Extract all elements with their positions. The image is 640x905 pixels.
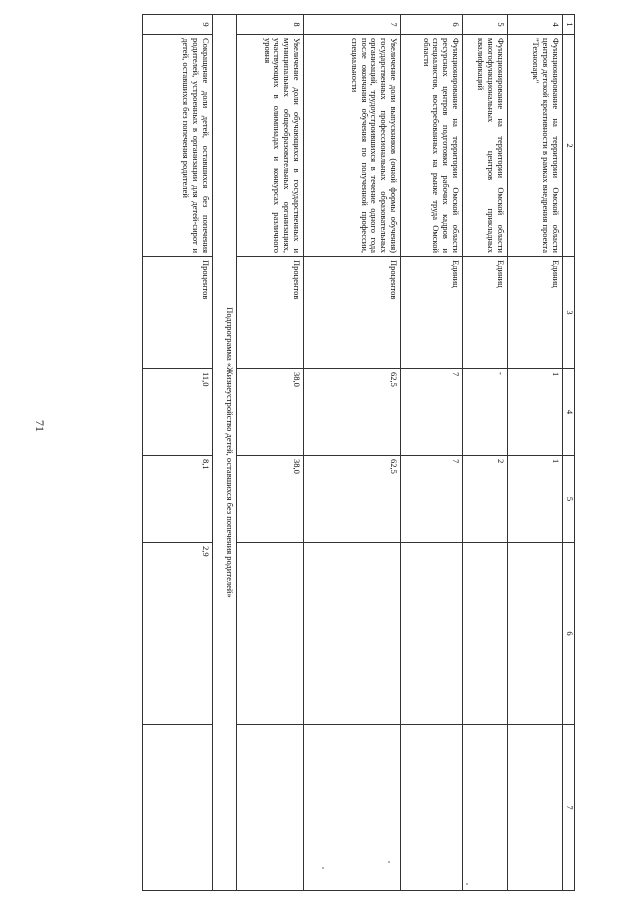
value-col5: 2: [463, 456, 508, 543]
value-col6: [237, 543, 304, 725]
indicator-name: Сокращение доли детей, оставшихся без попечения родителей, устроенных в организации для детей-сирот и детей, оставшихся без попечения родителей: [143, 35, 213, 257]
value-col4: 7: [401, 369, 463, 456]
subprogram-row: [213, 15, 237, 891]
row-number: 7: [304, 15, 401, 35]
header-cell: 4: [563, 369, 575, 456]
value-col7: [237, 725, 304, 891]
indicator-name: Увеличение доли обучающихся в государственных и муниципальных общеобразовательных организациях, участвующих в олимпиадах и конкурсах различного уровня: [237, 35, 304, 257]
scan-speck: [466, 883, 468, 885]
value-col5: 1: [508, 456, 563, 543]
header-cell: 5: [563, 456, 575, 543]
value-col7: [143, 725, 213, 891]
value-col6: [463, 543, 508, 725]
rotated-page: [65, 14, 575, 890]
indicator-name: Функционирование на территории Омской области многофункциональных центров прикладных квалификаций: [463, 35, 508, 257]
header-cell: 7: [563, 725, 575, 891]
value-col4: 1: [508, 369, 563, 456]
value-col7: [463, 725, 508, 891]
scan-speck: [322, 867, 324, 869]
unit: Единиц: [463, 257, 508, 369]
scan-speck: [388, 861, 390, 863]
value-col6: [401, 543, 463, 725]
value-col6: [304, 543, 401, 725]
table-row: [463, 15, 508, 891]
value-col5: 62,5: [304, 456, 401, 543]
value-col7: [401, 725, 463, 891]
value-col4: 38,0: [237, 369, 304, 456]
value-col7: [304, 725, 401, 891]
indicator-name: Увеличение доли выпускников (очной формы обучения) государственных профессиональных образовательных организаций, трудоустроившихся в течение одного года после окончания обучения по полученной профессии, специальности: [304, 35, 401, 257]
unit: Процентов: [143, 257, 213, 369]
header-cell: 3: [563, 257, 575, 369]
table-row: [143, 15, 213, 891]
indicator-name: Функционирование на территории Омской области центров детской креативности в рамках внедрения проекта "Технопарк": [508, 35, 563, 257]
row-number: 4: [508, 15, 563, 35]
unit: Процентов: [237, 257, 304, 369]
value-col4: 11,0: [143, 369, 213, 456]
header-row: [563, 15, 575, 891]
unit: Единиц: [401, 257, 463, 369]
table-row: [237, 15, 304, 891]
table-row: [304, 15, 401, 891]
header-cell: 6: [563, 543, 575, 725]
value-col5: 7: [401, 456, 463, 543]
value-col6: 2,9: [143, 543, 213, 725]
indicator-table: [142, 14, 575, 891]
value-col7: [508, 725, 563, 891]
value-col4: 62,5: [304, 369, 401, 456]
value-col6: [508, 543, 563, 725]
row-number: 6: [401, 15, 463, 35]
value-col5: 38,0: [237, 456, 304, 543]
header-cell: 2: [563, 35, 575, 257]
page-number: 71: [33, 420, 47, 432]
header-cell: 1: [563, 15, 575, 35]
row-number: 9: [143, 15, 213, 35]
indicator-name: Функционирование на территории Омской области ресурсных центров подготовки рабочих кадров и специалистов, востребованных на рынке труда Омской области: [401, 35, 463, 257]
unit: Единиц: [508, 257, 563, 369]
table-row: [508, 15, 563, 891]
row-number: 5: [463, 15, 508, 35]
value-col5: 8,1: [143, 456, 213, 543]
value-col4: -: [463, 369, 508, 456]
unit: Процентов: [304, 257, 401, 369]
subprogram-title: Подпрограмма «Жизнеустройство детей, оставшихся без попечения родителей»: [213, 15, 237, 891]
table-row: [401, 15, 463, 891]
row-number: 8: [237, 15, 304, 35]
